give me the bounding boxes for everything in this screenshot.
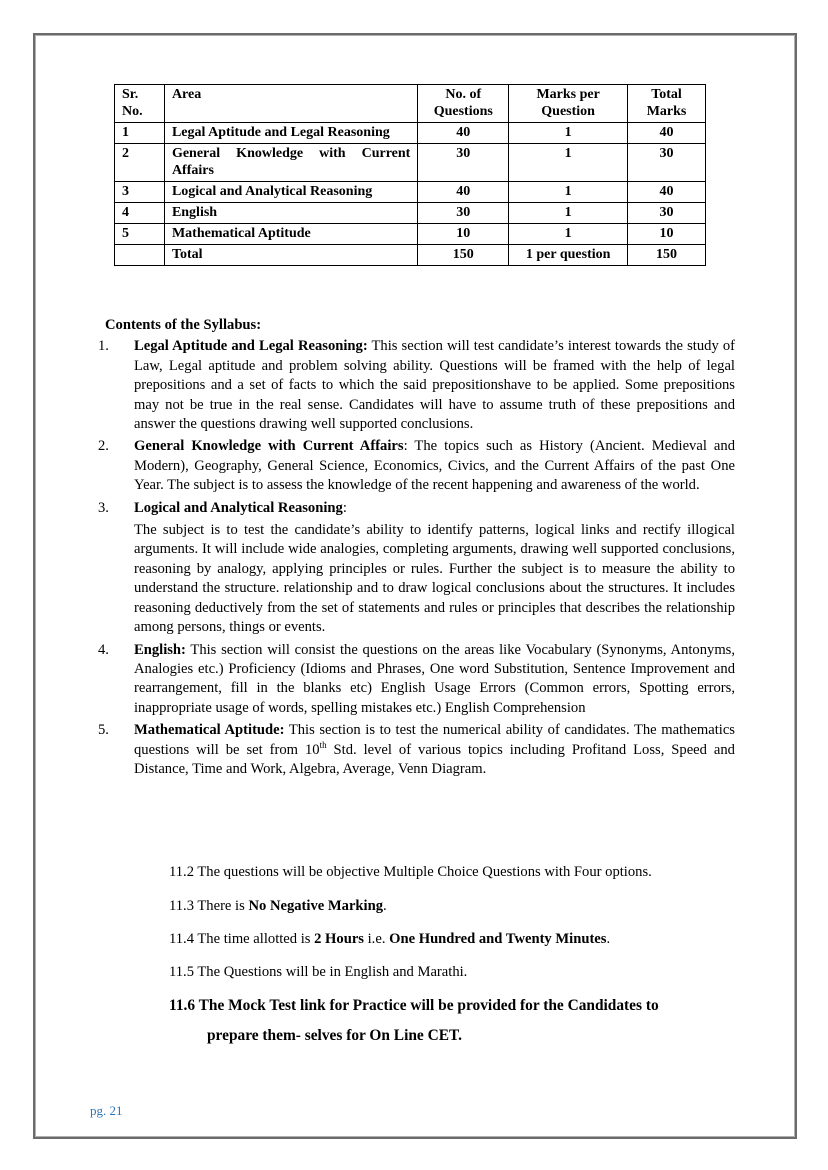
cell-total: 30 <box>628 203 706 224</box>
cell-total: 40 <box>628 123 706 144</box>
note-11-6-line2: prepare them- selves for On Line CET. <box>207 1027 462 1044</box>
list-number: 5. <box>98 722 109 739</box>
cell-sr: 2 <box>115 144 165 182</box>
list-item <box>98 641 735 719</box>
superscript: th <box>319 739 327 750</box>
cell-marks-per: 1 <box>509 203 628 224</box>
cell-questions: 30 <box>418 144 509 182</box>
table-row <box>115 182 706 203</box>
item-text: The subject is to test the candidate’s ability to identify patterns, logical links and rectify illogical arguments. It will include wide analogies, completing arguments, drawing well supported conclusions, reasoning by analogy, applying principles or rules. Further the subject is to measure the ability to understand the structure. relationship and to draw logical conclusions about the structures. It includes reasoning deductively from the set of statements and rules or principles that describes the relationship among persons, things or events. <box>134 522 735 636</box>
cell-area: Legal Aptitude and Legal Reasoning <box>164 123 417 144</box>
cell-marks-per: 1 per question <box>509 245 628 266</box>
cell-sr <box>115 245 165 266</box>
table-row <box>115 203 706 224</box>
cell-sr: 5 <box>115 224 165 245</box>
item-title: English: <box>134 641 186 658</box>
item-text: This section is to test the numerical ability of candidates. The mathematics questions will be set from 10 <box>134 722 735 758</box>
note-11-5: 11.5 The Questions will be in English and Marathi. <box>169 964 468 980</box>
table-row <box>115 144 706 182</box>
item-title: General Knowledge with Current Affairs <box>134 438 404 455</box>
cell-questions: 10 <box>418 224 509 245</box>
list-item <box>98 721 735 779</box>
cell-total: 30 <box>628 144 706 182</box>
marks-table <box>114 84 706 266</box>
cell-marks-per: 1 <box>509 224 628 245</box>
cell-marks-per: 1 <box>509 123 628 144</box>
cell-area: Mathematical Aptitude <box>164 224 417 245</box>
cell-area: Total <box>164 245 417 266</box>
list-number: 3. <box>98 499 109 516</box>
cell-area: Logical and Analytical Reasoning <box>164 182 417 203</box>
header-questions: No. of Questions <box>418 85 509 123</box>
syllabus-section <box>98 316 736 782</box>
table-row <box>115 224 706 245</box>
list-item <box>98 499 735 638</box>
cell-sr: 4 <box>115 203 165 224</box>
note-11-6-line1: 11.6 The Mock Test link for Practice will be provided for the Candidates to <box>169 997 659 1014</box>
item-text: Std. level of various topics including Profitand Loss, Speed and Distance, Time and Work, Algebra, Average, Venn Diagram. <box>134 741 735 777</box>
list-item <box>98 437 736 495</box>
cell-total: 10 <box>628 224 706 245</box>
cell-questions: 40 <box>418 123 509 144</box>
item-text: This section will test candidate’s interest towards the study of Law, Legal aptitude and problem solving ability. Questions will be framed with the help of legal prepositions and a set of facts to which the said prepositionshave to be applied. Some prepositions may not be true in the real sense. Candidates will have to assume truth of these prepositions and answer the questions drawing well supported conclusions. <box>134 338 735 433</box>
table-row <box>115 123 706 144</box>
item-text: This section will consist the questions on the areas like Vocabulary (Synonyms, Antonyms, Analogies etc.) Proficiency (Idioms and Phrases, One word Substitution, Sentence Improvement and rearrangement, fill in the blanks etc) English Usage Errors (Common errors, Spotting errors, inappropriate usage of words, spelling mistakes etc.) English Comprehension <box>134 641 735 716</box>
item-title: Logical and Analytical Reasoning <box>134 499 343 516</box>
header-sr: Sr. No. <box>115 85 165 123</box>
table-header-row <box>115 85 706 123</box>
cell-area: English <box>164 203 417 224</box>
cell-area: General Knowledge with Current Affairs <box>164 144 417 182</box>
note-11-2: 11.2 The questions will be objective Multiple Choice Questions with Four options. <box>169 864 652 880</box>
item-text: : The topics such as History (Ancient. Medieval and Modern), Geography, General Science, Economics, Civics, and the Current Affairs of the past One Year. The subject is to assess the knowledge of the recent happening and awareness of the world. <box>134 438 736 494</box>
list-item <box>98 337 735 434</box>
header-marks-per: Marks per Question <box>509 85 628 123</box>
note-11-3: 11.3 There is No Negative Marking. <box>169 898 387 914</box>
header-total: Total Marks <box>628 85 706 123</box>
list-number: 4. <box>98 641 109 658</box>
cell-marks-per: 1 <box>509 182 628 203</box>
item-title: Legal Aptitude and Legal Reasoning: <box>134 338 368 355</box>
list-number: 1. <box>98 338 109 355</box>
note-11-4: 11.4 The time allotted is 2 Hours i.e. One Hundred and Twenty Minutes. <box>169 931 611 947</box>
cell-total: 150 <box>628 245 706 266</box>
cell-sr: 1 <box>115 123 165 144</box>
cell-marks-per: 1 <box>509 144 628 182</box>
table-total-row <box>115 245 706 266</box>
syllabus-list <box>98 337 736 779</box>
syllabus-heading: Contents of the Syllabus: <box>105 317 262 333</box>
list-number: 2. <box>98 438 109 455</box>
cell-questions: 40 <box>418 182 509 203</box>
cell-questions: 30 <box>418 203 509 224</box>
item-title-suffix: : <box>342 499 347 516</box>
page-number: pg. 21 <box>90 1103 123 1118</box>
cell-questions: 150 <box>418 245 509 266</box>
cell-sr: 3 <box>115 182 165 203</box>
cell-total: 40 <box>628 182 706 203</box>
item-title: Mathematical Aptitude: <box>134 722 285 739</box>
header-area: Area <box>164 85 417 123</box>
